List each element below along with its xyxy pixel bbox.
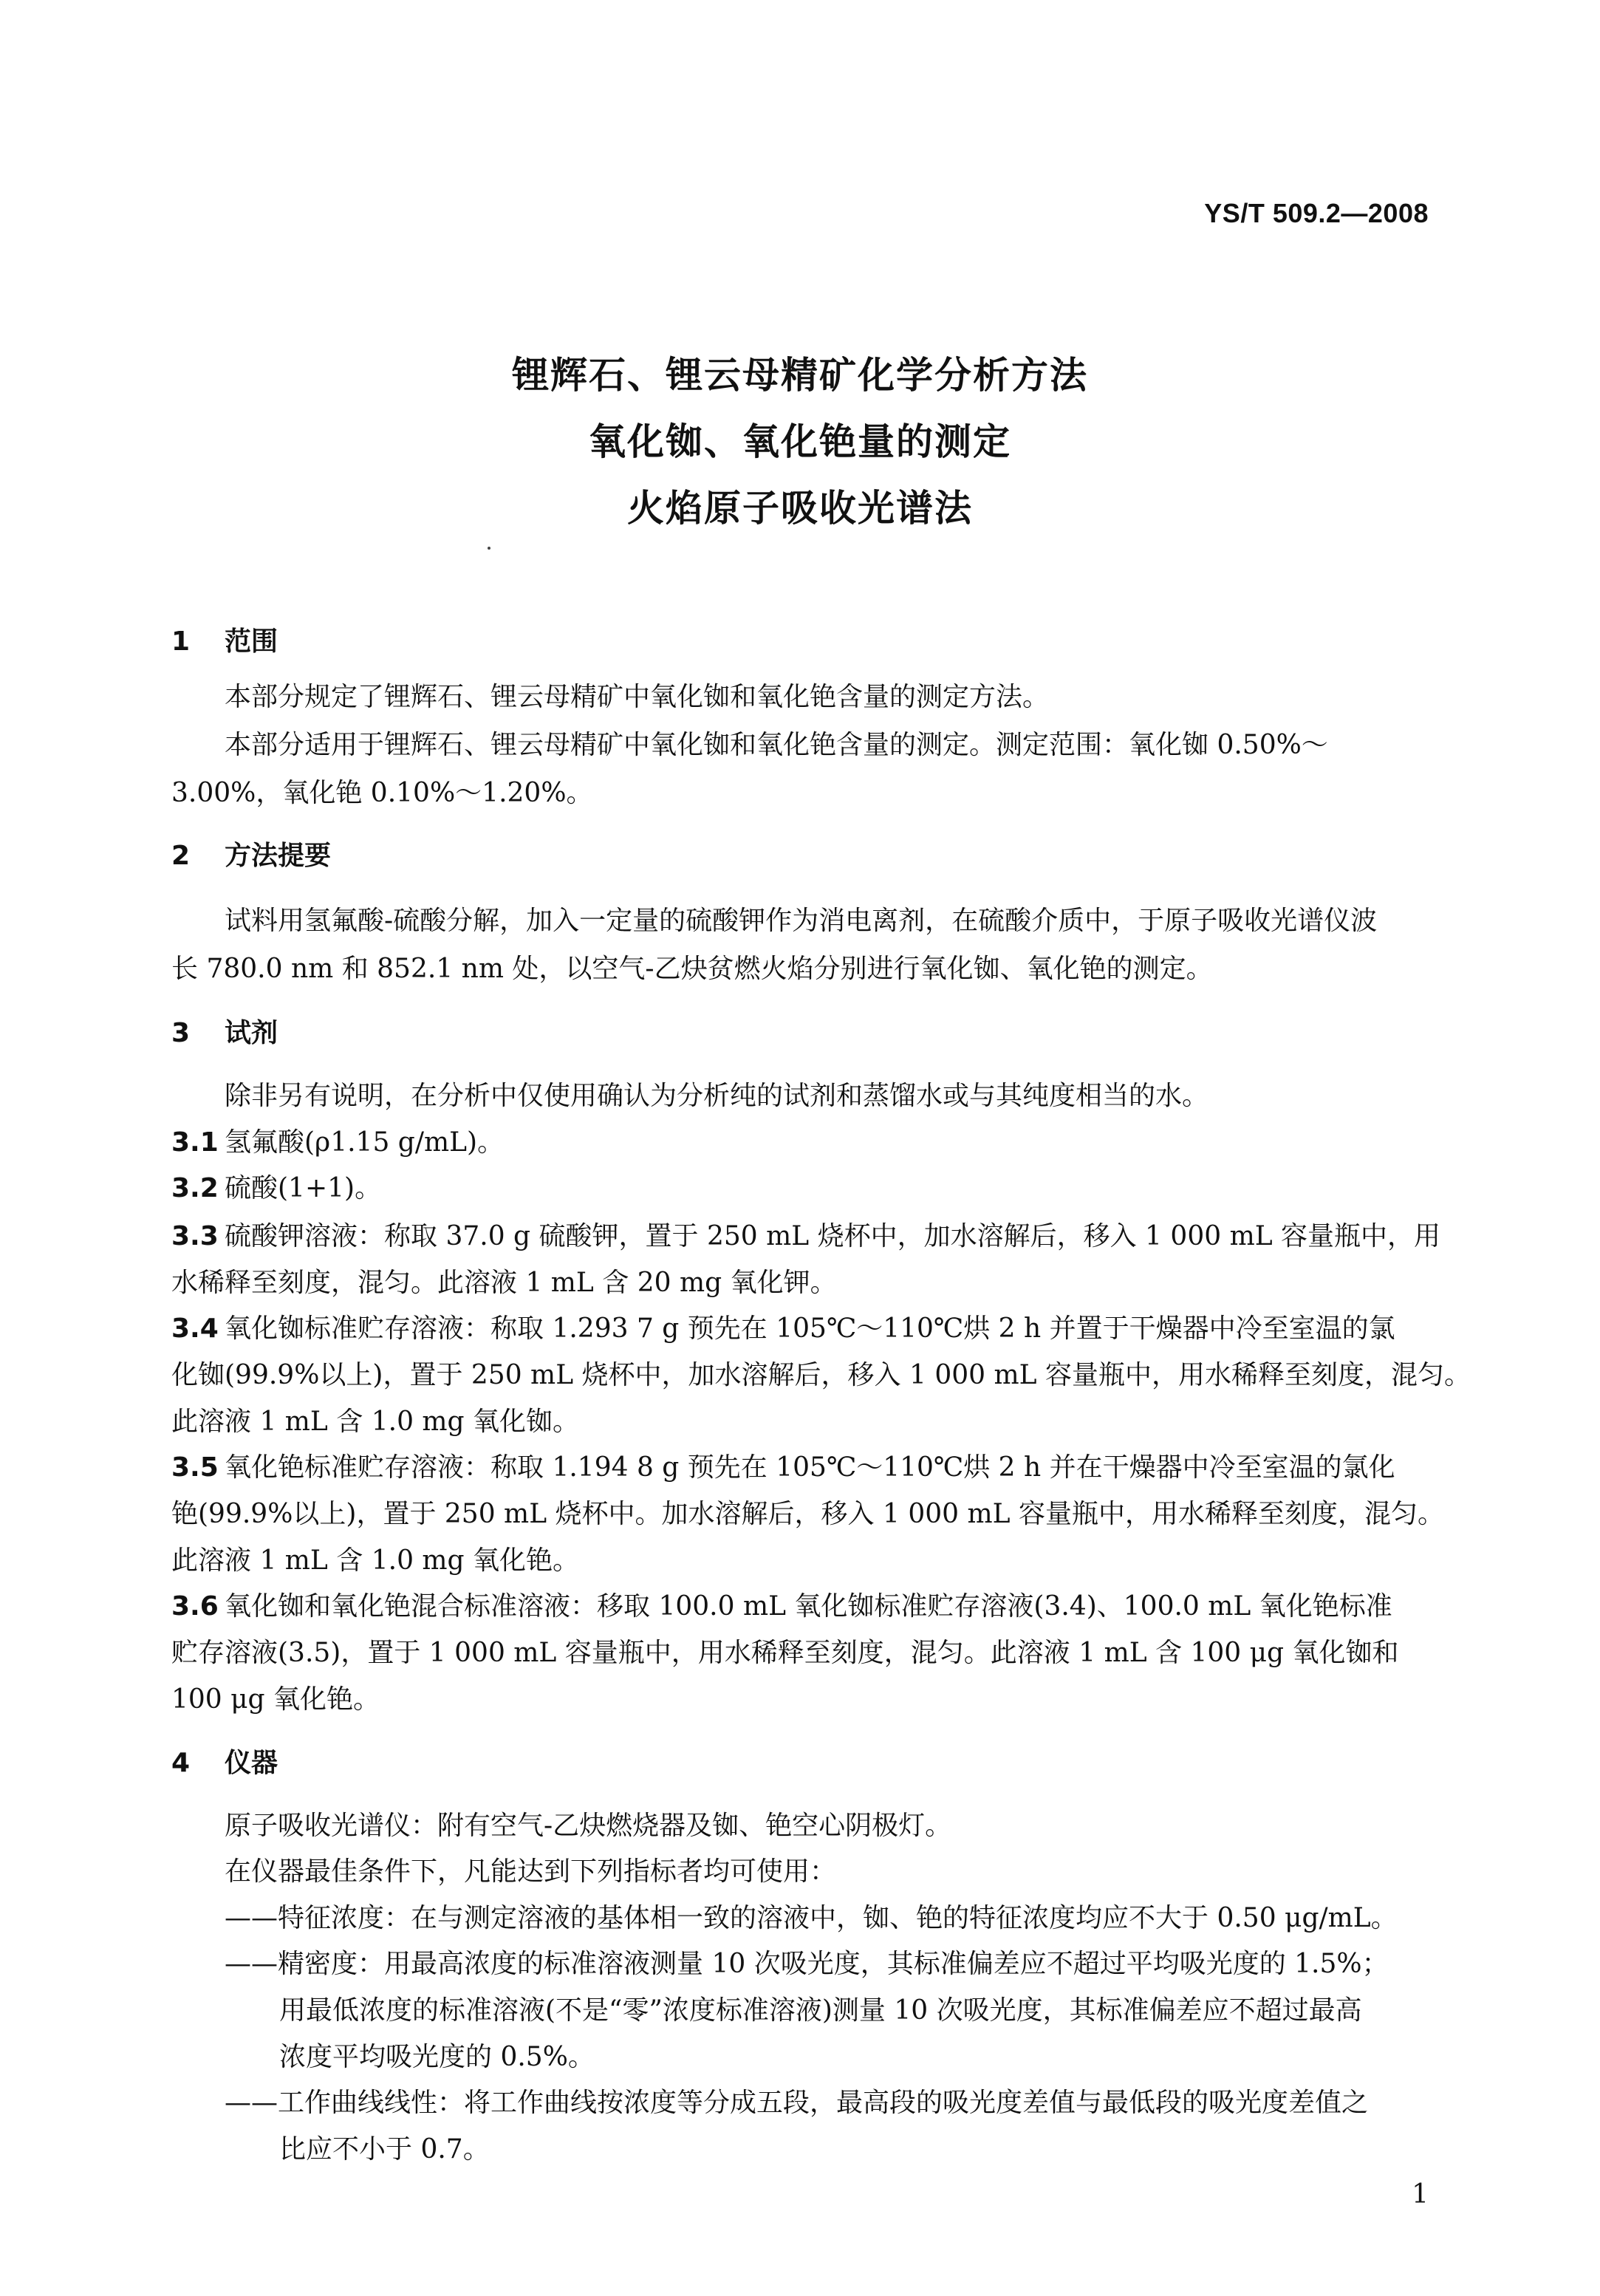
- section-3-number: 3: [171, 1018, 191, 1048]
- item-3-4-text-a: 氧化铷标准贮存溶液：称取 1.293 7 g 预先在 105℃～110℃烘 2 h 并置于干燥器中冷至室温的氯: [225, 1313, 1395, 1344]
- bullet-precision-b: 用最低浓度的标准溶液(不是“零”浓度标准溶液)测量 10 次吸光度，其标准偏差应不超过最高: [279, 1995, 1362, 2026]
- item-3-3: [171, 1215, 1440, 1253]
- section-2-para-1a: 试料用氢氟酸-硫酸分解，加入一定量的硫酸钾作为消电离剂，在硫酸介质中，于原子吸收光谱仪波: [225, 906, 1378, 936]
- standard-code: YS/T 509.2—2008: [1204, 198, 1429, 228]
- section-4-number: 4: [171, 1748, 191, 1778]
- section-1-para-2b: 3.00%，氧化铯 0.10%～1.20%。: [171, 778, 593, 808]
- section-1-para-1: 本部分规定了锂辉石、锂云母精矿中氧化铷和氧化铯含量的测定方法。: [225, 682, 1050, 712]
- section-2-title: 方法提要: [225, 841, 332, 871]
- item-3-6-text-a: 氧化铷和氧化铯混合标准溶液：移取 100.0 mL 氧化铷标准贮存溶液(3.4)、100.0 mL 氧化铯标准: [225, 1591, 1392, 1622]
- item-3-6-text-c: 100 μg 氧化铯。: [171, 1684, 380, 1715]
- section-1-para-2a: 本部分适用于锂辉石、锂云母精矿中氧化铷和氧化铯含量的测定。测定范围：氧化铷 0.50%～: [225, 730, 1328, 760]
- section-4-para-2: 在仪器最佳条件下，凡能达到下列指标者均可使用：: [225, 1856, 837, 1887]
- item-3-5-number: 3.5: [171, 1452, 219, 1483]
- section-1-number: 1: [171, 626, 191, 657]
- item-3-2: [171, 1167, 381, 1205]
- item-3-4-number: 3.4: [171, 1313, 219, 1344]
- item-3-3-text-b: 水稀释至刻度，混匀。此溶液 1 mL 含 20 mg 氧化钾。: [171, 1268, 837, 1298]
- bullet-precision-a: ——精密度：用最高浓度的标准溶液测量 10 次吸光度，其标准偏差应不超过平均吸光度的 1.5%；: [225, 1949, 1389, 1979]
- item-3-1-text: 氢氟酸(ρ1.15 g/mL)。: [225, 1127, 505, 1158]
- bullet-linearity-a: ——工作曲线线性：将工作曲线按浓度等分成五段，最高段的吸光度差值与最低段的吸光度差值之: [225, 2088, 1369, 2118]
- item-3-5-text-c: 此溶液 1 mL 含 1.0 mg 氧化铯。: [171, 1545, 580, 1576]
- section-2-heading: [171, 835, 331, 872]
- item-3-5-text-a: 氧化铯标准贮存溶液：称取 1.194 8 g 预先在 105℃～110℃烘 2 h 并在干燥器中冷至室温的氯化: [225, 1452, 1395, 1483]
- bullet-precision-c: 浓度平均吸光度的 0.5%。: [279, 2042, 595, 2072]
- item-3-6-number: 3.6: [171, 1591, 219, 1622]
- scan-speck: [488, 547, 490, 550]
- section-4-title: 仪器: [225, 1748, 278, 1778]
- section-3-intro: 除非另有说明，在分析中仅使用确认为分析纯的试剂和蒸馏水或与其纯度相当的水。: [225, 1081, 1209, 1111]
- item-3-1-number: 3.1: [171, 1127, 219, 1158]
- title-line-2: 氧化铷、氧化铯量的测定: [589, 420, 1011, 463]
- item-3-2-text: 硫酸(1+1)。: [225, 1173, 382, 1203]
- item-3-5-text-b: 铯(99.9%以上)，置于 250 mL 烧杯中。加水溶解后，移入 1 000 mL 容量瓶中，用水稀释至刻度，混匀。: [171, 1499, 1444, 1529]
- section-4-para-1: 原子吸收光谱仪：附有空气-乙炔燃烧器及铷、铯空心阴极灯。: [225, 1811, 952, 1841]
- item-3-4-text-b: 化铷(99.9%以上)，置于 250 mL 烧杯中，加水溶解后，移入 1 000 mL 容量瓶中，用水稀释至刻度，混匀。: [171, 1360, 1471, 1390]
- section-2-number: 2: [171, 841, 191, 871]
- section-3-heading: [171, 1012, 278, 1050]
- item-3-3-number: 3.3: [171, 1221, 219, 1251]
- bullet-linearity-b: 比应不小于 0.7。: [279, 2134, 490, 2165]
- section-4-heading: [171, 1742, 278, 1780]
- section-1-heading: [171, 621, 278, 658]
- bullet-characteristic-concentration: ——特征浓度：在与测定溶液的基体相一致的溶液中，铷、铯的特征浓度均应不大于 0.50 μg/mL。: [225, 1903, 1398, 1933]
- section-1-title: 范围: [225, 626, 278, 657]
- item-3-6: [171, 1585, 1392, 1623]
- page-number: 1: [1412, 2179, 1429, 2210]
- section-3-title: 试剂: [225, 1018, 278, 1048]
- title-line-1: 锂辉石、锂云母精矿化学分析方法: [512, 354, 1088, 397]
- item-3-2-number: 3.2: [171, 1173, 219, 1203]
- item-3-3-text-a: 硫酸钾溶液：称取 37.0 g 硫酸钾，置于 250 mL 烧杯中，加水溶解后，移入 1 000 mL 容量瓶中，用: [225, 1221, 1441, 1251]
- title-line-3: 火焰原子吸收光谱法: [627, 487, 973, 530]
- section-2-para-1b: 长 780.0 nm 和 852.1 nm 处，以空气-乙炔贫燃火焰分别进行氧化铷、氧化铯的测定。: [171, 954, 1213, 984]
- item-3-1: [171, 1121, 504, 1159]
- item-3-5: [171, 1446, 1395, 1484]
- item-3-4: [171, 1308, 1395, 1345]
- item-3-6-text-b: 贮存溶液(3.5)，置于 1 000 mL 容量瓶中，用水稀释至刻度，混匀。此溶液 1 mL 含 100 μg 氧化铷和: [171, 1638, 1399, 1668]
- item-3-4-text-c: 此溶液 1 mL 含 1.0 mg 氧化铷。: [171, 1407, 580, 1437]
